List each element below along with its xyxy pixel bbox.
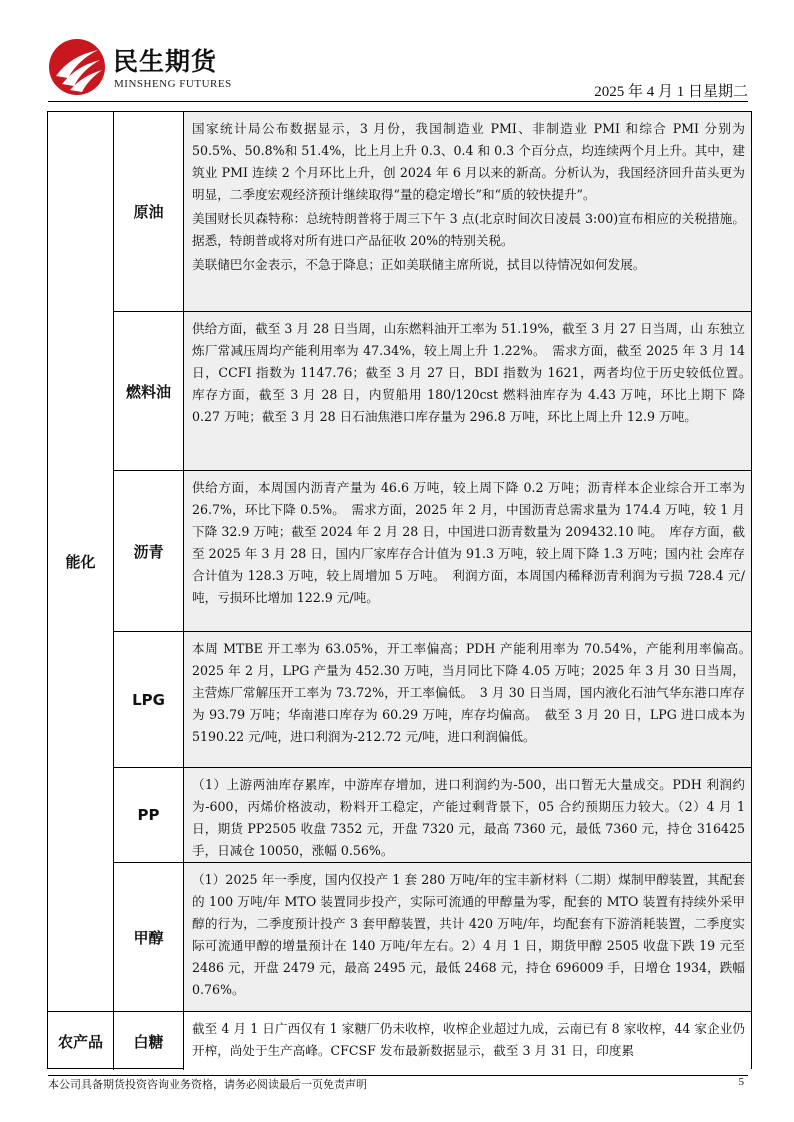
product-crude-oil (114, 112, 184, 312)
paragraph: 国家统计局公布数据显示，3 月份，我国制造业 PMI、非制造业 PMI 和综合 PMI 分别为 50.5%、50.8%和 51.4%，比上月上升 0.3、0.4 和 0.3 个百分点，均连续两个月上升。其中，建筑业 PMI 连续 2 个月环比上升，创 2024 年 6 月以来的新高。分析认为，我国经济回升苗头更为明显，二季度宏观经济预计继续取得“量的稳定增长”和“质的较快提升”。 (192, 121, 745, 202)
category-energy-chem (48, 112, 114, 1012)
header-divider (48, 101, 748, 102)
product-fuel-oil (114, 312, 184, 471)
paragraph: 美联储巴尔金表示，不急于降息；正如美联储主席所说，拭目以待情况如何发展。 (192, 257, 646, 272)
paragraph: 截至 4 月 1 日广西仅有 1 家糖厂仍未收榨，收榨企业超过九成，云南已有 8 家收榨，44 家企业仍开榨，尚处于生产高峰。CFCSF 发布最新数据显示，截至 3 月 31 日，印度累 (192, 1021, 745, 1058)
row-text-sugar (184, 1012, 751, 1070)
product-sugar (114, 1012, 184, 1070)
paragraph: 供给方面，本周国内沥青产量为 46.6 万吨，较上周下降 0.2 万吨；沥青样本企业综合开工率为 26.7%，环比下降 0.5%。 需求方面，2025 年 2 月，中国沥青总需求量为 174.4 万吨，较 1 月下降 32.9 万吨；截至 2024 年 2 月 28 日，中国进口沥青数量为 209432.10 吨。 库存方面，截至 2025 年 3 月 28 日，国内厂家库存合计值为 91.3 万吨，较上周下降 1.3 万吨；国内社 会库存合计值为 128.3 万吨，较上周增加 5 万吨。 利润方面，本周国内稀释沥青利润为亏损 728.4 元/吨，亏损环比增加 122.9 元/吨。 (192, 480, 745, 605)
product-pp (114, 768, 184, 863)
brand-name-cn: 民生期货 (113, 47, 218, 76)
report-date: 2025 年 4 月 1 日星期二 (594, 84, 748, 100)
row-text-methanol (184, 863, 751, 1012)
row-text-asphalt (184, 471, 751, 632)
row-text-pp (184, 768, 751, 863)
paragraph: （1）上游两油库存累库，中游库存增加，进口利润约为-500，出口暂无大量成交。PDH 利润约为-600，丙烯价格波动，粉料开工稳定，产能过剩背景下，05 合约预期压力较大。（2）4 月 1 日，期货 PP2505 收盘 7352 元，开盘 7320 元，最高 7360 元，最低 7360 元，持仓 316425 手，日减仓 10050，涨幅 0.56%。 (192, 777, 745, 858)
row-text-fuel-oil (184, 312, 758, 471)
footer-disclaimer: 本公司具备期货投资咨询业务资格，请务必阅读最后一页免责声明 (48, 1078, 367, 1091)
product-methanol (114, 863, 184, 1012)
page-number: 5 (738, 1076, 744, 1088)
minsheng-logo-icon (48, 38, 106, 96)
category-label: 农产品 (57, 1032, 103, 1051)
paragraph: 供给方面，截至 3 月 28 日当周，山东燃料油开工率为 51.19%，截至 3 月 27 日当周，山 东独立炼厂常减压周均产能利用率为 47.34%，较上周上升 1.22%。 需求方面，截至 2025 年 3 月 14 日，CCFI 指数为 1147.76；截至 3 月 27 日，BDI 指数为 1621，两者均位于历史较低位置。 库存方面，截至 3 月 28 日，内贸船用 180/120cst 燃料油库存为 4.43 万吨，环比上期下 降 0.27 万吨；截至 3 月 28 日石油焦港口库存量为 296.8 万吨，环比上周上升 12.9 万吨。 (192, 321, 758, 424)
product-label: PP (137, 806, 160, 824)
brand-name-en: MINSHENG FUTURES (114, 78, 232, 90)
paragraph: （1）2025 年一季度，国内仅投产 1 套 280 万吨/年的宝丰新材料（二期）煤制甲醇装置，其配套的 100 万吨/年 MTO 装置同步投产，实际可流通的甲醇量为零，配套的 MTO 装置有持续外采甲醇的行为，二季度预计投产 3 套甲醇装置，共计 420 万吨/年，均配套有下游消耗装置，二季度实际可流通甲醇的增量预计在 140 万吨/年左右。2）4 月 1 日，期货甲醇 2505 收盘下跌 19 元至 2486 元，开盘 2479 元，最高 2495 元，最低 2468 元，持仓 696009 手，日增仓 1934，跌幅 0.76%。 (192, 872, 745, 997)
row-text-crude-oil (184, 112, 751, 312)
product-asphalt (114, 471, 184, 632)
product-label: 沥青 (133, 542, 164, 561)
product-label: 原油 (133, 203, 164, 221)
product-label: 甲醇 (133, 928, 164, 947)
category-label: 能化 (65, 553, 96, 571)
page-header (48, 38, 748, 102)
paragraph: 本周 MTBE 开工率为 63.05%，开工率偏高；PDH 产能利用率为 70.54%，产能利用率偏高。 2025 年 2 月，LPG 产量为 452.30 万吨，当月同比下降 4.05 万吨；2025 年 3 月 30 日当周，主营炼厂常解压开工率为 73.72%，开工率偏低。 3 月 30 日当周，国内液化石油气华东港口库存为 93.79 万吨；华南港口库存为 60.29 万吨，库存均偏高。 截至 3 月 20 日，LPG 进口成本为 5190.22 元/吨，进口利润为-212.72 元/吨，进口利润偏低。 (192, 641, 758, 744)
paragraph: 美国财长贝森特称：总统特朗普将于周三下午 3 点(北京时间次日凌晨 3:00)宣布相应的关税措施。据悉，特朗普或将对所有进口产品征收 20%的特别关税。 (192, 211, 745, 248)
product-lpg (114, 632, 184, 768)
category-agri (48, 1012, 114, 1070)
product-label: LPG (132, 690, 165, 709)
product-label: 白糖 (133, 1032, 164, 1051)
commodity-table (47, 111, 758, 1069)
row-text-lpg (184, 632, 758, 768)
product-label: 燃料油 (125, 382, 171, 401)
